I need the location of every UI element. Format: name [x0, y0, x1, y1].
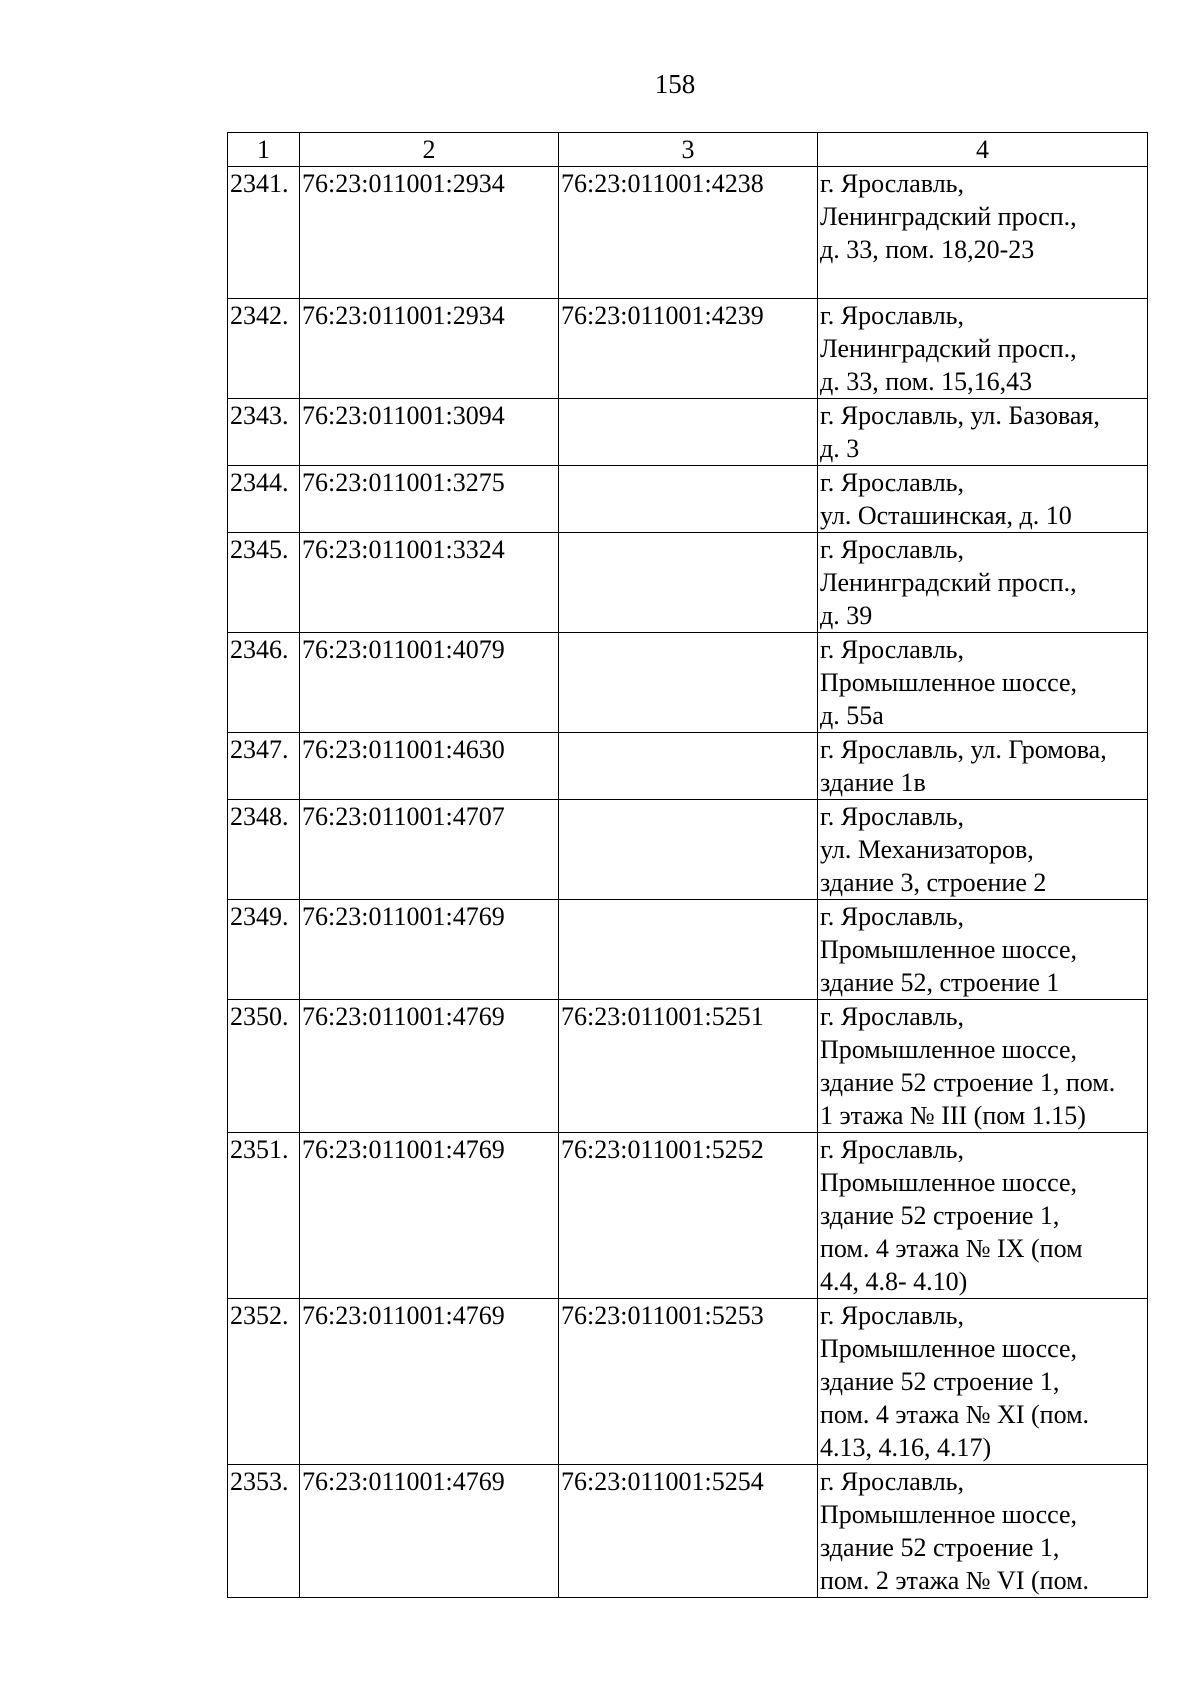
table-row: [228, 900, 1148, 1000]
row-number: 2350.: [228, 1000, 300, 1133]
address-line: д. 3: [820, 434, 860, 463]
table-row: [228, 533, 1148, 633]
header-col-4: 4: [818, 133, 1148, 167]
table-row: [228, 633, 1148, 733]
address-line: здание 52, строение 1: [820, 968, 1060, 997]
cadastral-number: 76:23:011001:4769: [300, 900, 559, 1000]
address-line: д. 33, пом. 18,20-23: [820, 235, 1035, 264]
cadastral-number: 76:23:011001:4707: [300, 800, 559, 900]
address-line: Ленинградский просп.,: [820, 568, 1077, 597]
sub-cadastral-number: 76:23:011001:5254: [559, 1465, 818, 1598]
address-line: Промышленное шоссе,: [820, 668, 1078, 697]
sub-cadastral-number: [559, 533, 818, 633]
address-line: г. Ярославль,: [820, 535, 965, 564]
address-line: Промышленное шоссе,: [820, 935, 1078, 964]
address: [818, 466, 1148, 533]
address-line: пом. 4 этажа № XI (пом.: [820, 1400, 1090, 1429]
cadastral-number: 76:23:011001:4769: [300, 1133, 559, 1299]
address-line: Ленинградский просп.,: [820, 202, 1077, 231]
row-number: 2352.: [228, 1299, 300, 1465]
address: [818, 1133, 1148, 1299]
address-line: здание 52 строение 1,: [820, 1533, 1060, 1562]
address: [818, 733, 1148, 800]
address-line: г. Ярославль,: [820, 1135, 965, 1164]
row-number: 2342.: [228, 299, 300, 399]
address-line: г. Ярославль,: [820, 1301, 965, 1330]
table-row: [228, 1133, 1148, 1299]
address-line: здание 3, строение 2: [820, 868, 1047, 897]
sub-cadastral-number: 76:23:011001:4238: [559, 167, 818, 299]
address-line: г. Ярославль,: [820, 1002, 965, 1031]
address: [818, 800, 1148, 900]
row-number: 2348.: [228, 800, 300, 900]
address-line: г. Ярославль,: [820, 902, 965, 931]
cadastral-number: 76:23:011001:4769: [300, 1299, 559, 1465]
address-line: Промышленное шоссе,: [820, 1334, 1078, 1363]
address-line: Промышленное шоссе,: [820, 1500, 1078, 1529]
address-line: здание 52 строение 1,: [820, 1201, 1060, 1230]
sub-cadastral-number: 76:23:011001:5251: [559, 1000, 818, 1133]
sub-cadastral-number: [559, 800, 818, 900]
address: [818, 900, 1148, 1000]
sub-cadastral-number: [559, 399, 818, 466]
row-number: 2347.: [228, 733, 300, 800]
table-row: [228, 466, 1148, 533]
row-number: 2341.: [228, 167, 300, 299]
row-number: 2351.: [228, 1133, 300, 1299]
row-number: 2344.: [228, 466, 300, 533]
sub-cadastral-number: [559, 466, 818, 533]
table-row: [228, 1000, 1148, 1133]
cadastral-number: 76:23:011001:4630: [300, 733, 559, 800]
cadastral-number: 76:23:011001:2934: [300, 167, 559, 299]
address-line: ул. Осташинская, д. 10: [820, 501, 1072, 530]
table-row: [228, 167, 1148, 299]
address-line: Промышленное шоссе,: [820, 1035, 1078, 1064]
cadastral-number: 76:23:011001:3324: [300, 533, 559, 633]
address-line: пом. 4 этажа № IX (пом: [820, 1234, 1083, 1263]
cadastral-number: 76:23:011001:3094: [300, 399, 559, 466]
address-line: 4.13, 4.16, 4.17): [820, 1433, 992, 1462]
address: [818, 399, 1148, 466]
address-line: г. Ярославль,: [820, 635, 965, 664]
sub-cadastral-number: 76:23:011001:4239: [559, 299, 818, 399]
address-line: г. Ярославль,: [820, 468, 965, 497]
address-line: г. Ярославль,: [820, 1467, 965, 1496]
address-line: Промышленное шоссе,: [820, 1168, 1078, 1197]
table-header-row: [228, 133, 1148, 167]
header-col-3: 3: [559, 133, 818, 167]
row-number: 2346.: [228, 633, 300, 733]
registry-table: [227, 132, 1148, 1598]
row-number: 2343.: [228, 399, 300, 466]
address: [818, 533, 1148, 633]
table-row: [228, 800, 1148, 900]
cadastral-number: 76:23:011001:4769: [300, 1465, 559, 1598]
address-line: г. Ярославль, ул. Базовая,: [820, 401, 1100, 430]
address-line: 1 этажа № III (пом 1.15): [820, 1101, 1086, 1130]
cadastral-number: 76:23:011001:4769: [300, 1000, 559, 1133]
row-number: 2345.: [228, 533, 300, 633]
address-line: г. Ярославль,: [820, 802, 965, 831]
table-row: [228, 299, 1148, 399]
address-line: д. 55а: [820, 701, 884, 730]
address-line: г. Ярославль,: [820, 169, 965, 198]
address-line: Ленинградский просп.,: [820, 334, 1077, 363]
address-line: д. 33, пом. 15,16,43: [820, 367, 1033, 396]
address: [818, 1000, 1148, 1133]
sub-cadastral-number: 76:23:011001:5253: [559, 1299, 818, 1465]
table-row: [228, 1465, 1148, 1598]
page-number: 158: [654, 69, 696, 99]
address-line: пом. 2 этажа № VI (пом.: [820, 1566, 1090, 1595]
table-row: [228, 733, 1148, 800]
sub-cadastral-number: [559, 733, 818, 800]
address-line: 4.4, 4.8- 4.10): [820, 1267, 968, 1296]
address-line: здание 52 строение 1, пом.: [820, 1068, 1116, 1097]
address: [818, 167, 1148, 299]
sub-cadastral-number: [559, 633, 818, 733]
address-line: ул. Механизаторов,: [820, 835, 1034, 864]
address: [818, 1465, 1148, 1598]
sub-cadastral-number: [559, 900, 818, 1000]
address: [818, 633, 1148, 733]
address-line: д. 39: [820, 601, 873, 630]
table-row: [228, 399, 1148, 466]
sub-cadastral-number: 76:23:011001:5252: [559, 1133, 818, 1299]
table-row: [228, 1299, 1148, 1465]
address: [818, 1299, 1148, 1465]
address-line: г. Ярославль,: [820, 301, 965, 330]
address: [818, 299, 1148, 399]
row-number: 2353.: [228, 1465, 300, 1598]
header-col-2: 2: [300, 133, 559, 167]
address-line: здание 1в: [820, 768, 926, 797]
header-col-1: 1: [228, 133, 300, 167]
address-line: здание 52 строение 1,: [820, 1367, 1060, 1396]
table-body: [228, 167, 1148, 1598]
cadastral-number: 76:23:011001:4079: [300, 633, 559, 733]
cadastral-number: 76:23:011001:3275: [300, 466, 559, 533]
cadastral-number: 76:23:011001:2934: [300, 299, 559, 399]
row-number: 2349.: [228, 900, 300, 1000]
address-line: г. Ярославль, ул. Громова,: [820, 735, 1107, 764]
